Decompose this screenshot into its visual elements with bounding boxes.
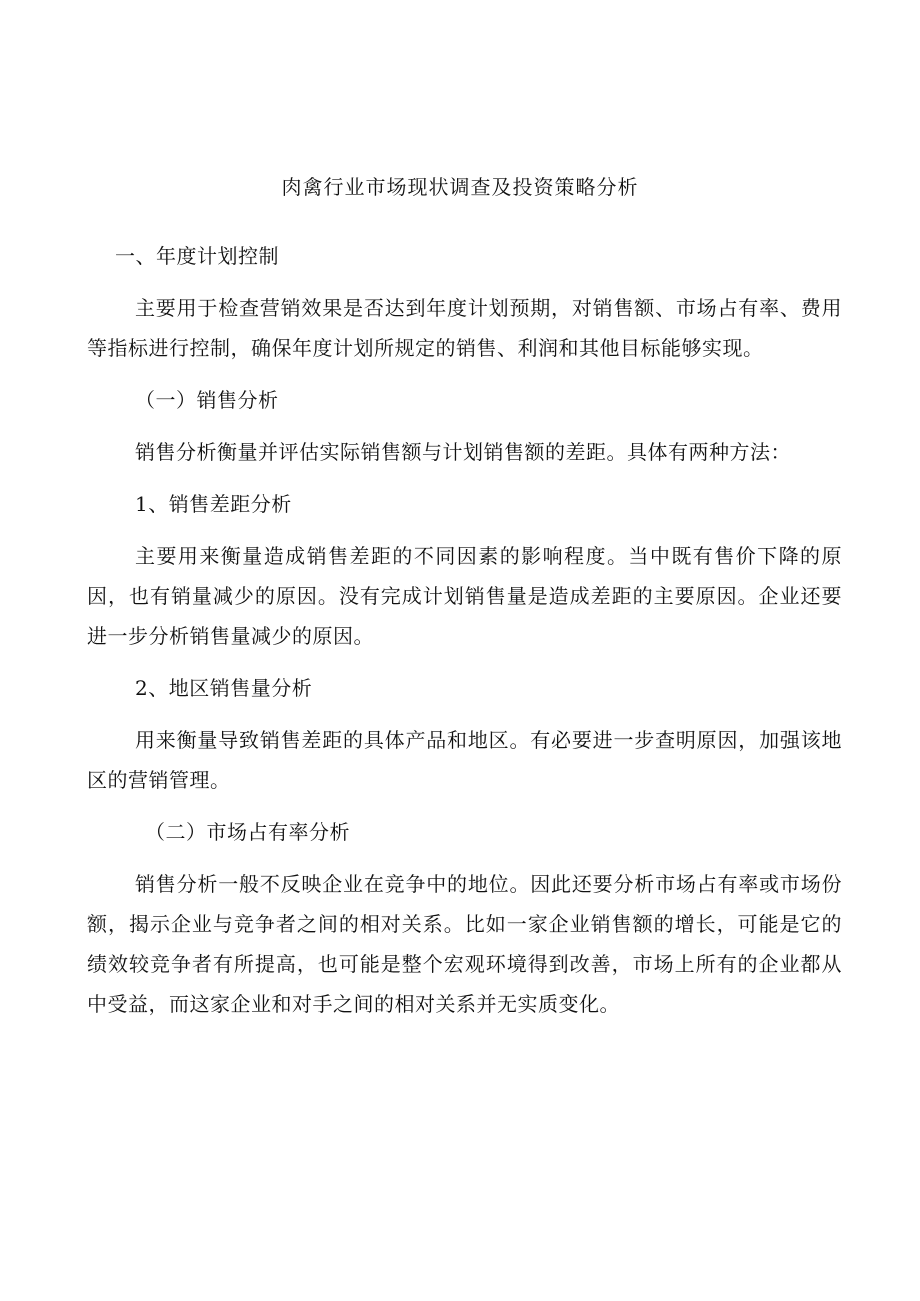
item-heading-regional-sales-analysis: 2、地区销售量分析 [135,676,313,700]
item-heading-sales-gap-analysis: 1、销售差距分析 [135,492,292,516]
subsection-heading-sales-analysis: （一）销售分析 [135,388,279,412]
paragraph-sales-gap-analysis: 主要用来衡量造成销售差距的不同因素的影响程度。当中既有售价下降的原因，也有销量减少的原因。没有完成计划销售量是造成差距的主要原因。企业还要进一步分析销售量减少的原因。 [87,544,842,648]
paragraph-sales-analysis: 销售分析衡量并评估实际销售额与计划销售额的差距。具体有两种方法： [135,440,791,464]
paragraph-regional-sales-analysis: 用来衡量导致销售差距的具体产品和地区。有必要进一步查明原因，加强该地区的营销管理。 [87,728,842,792]
paragraph-market-share-analysis: 销售分析一般不反映企业在竞争中的地位。因此还要分析市场占有率或市场份额，揭示企业与竞争者之间的相对关系。比如一家企业销售额的增长，可能是它的绩效较竞争者有所提高，也可能是整个宏观环境得到改善，市场上所有的企业都从中受益，而这家企业和对手之间的相对关系并无实质变化。 [87,872,842,1016]
paragraph-annual-plan-intro: 主要用于检查营销效果是否达到年度计划预期，对销售额、市场占有率、费用等指标进行控制，确保年度计划所规定的销售、利润和其他目标能够实现。 [87,296,842,360]
subsection-heading-market-share-analysis: （二）市场占有率分析 [145,820,350,844]
section-heading-annual-plan-control: 一、年度计划控制 [115,244,279,268]
document-title: 肉禽行业市场现状调查及投资策略分析 [281,175,639,199]
document-body [87,236,842,1036]
